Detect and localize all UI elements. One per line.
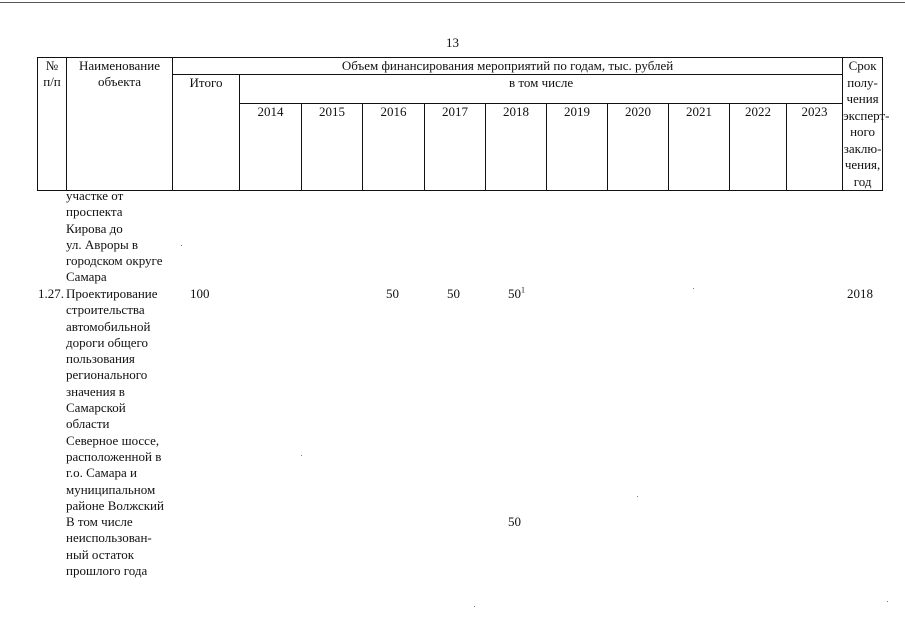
header-year: 2023 (787, 104, 843, 191)
item-2018 (508, 286, 525, 302)
scan-speck (693, 288, 694, 289)
header-num: № п/п (38, 58, 67, 191)
header-year: 2016 (363, 104, 425, 191)
header-volume: Объем финансирования мероприятий по годам, тыс. рублей (173, 58, 843, 75)
sub-text: В том числе неиспользован- ный остаток прошлого года (66, 514, 152, 578)
item-number: 1.27. (38, 286, 64, 301)
item-2018-footnote: 1 (521, 285, 525, 295)
item-2016: 50 (386, 286, 399, 301)
header-year: 2018 (486, 104, 547, 191)
item-total: 100 (190, 286, 210, 301)
header-year: 2020 (608, 104, 669, 191)
financing-header-table (37, 57, 890, 191)
header-total: Итого (173, 75, 240, 191)
item-name: Проектирование строительства автомобильной дороги общего пользования регионального значения в Самарской области Северное шоссе, расположенной в г.о. Самара и муниципальном районе Волжский (66, 286, 164, 513)
scan-speck (637, 496, 638, 497)
sub-2018: 50 (508, 514, 521, 529)
item-term: 2018 (847, 286, 873, 301)
header-year: 2015 (302, 104, 363, 191)
scan-speck (301, 455, 302, 456)
page-number: 13 (446, 35, 459, 50)
header-year: 2019 (547, 104, 608, 191)
header-year: 2014 (240, 104, 302, 191)
top-rule (0, 2, 905, 3)
scan-speck (181, 245, 182, 246)
item-2017: 50 (447, 286, 460, 301)
header-year: 2022 (730, 104, 787, 191)
header-name: Наименование объекта (67, 58, 173, 191)
header-including: в том числе (240, 75, 843, 104)
scan-speck (887, 601, 888, 602)
header-year: 2021 (669, 104, 730, 191)
scan-speck (474, 606, 475, 607)
header-term: Срок полу- чения эксперт- ного заклю- чения, год (843, 58, 890, 189)
item-2018-value: 50 (508, 286, 521, 301)
header-year: 2017 (425, 104, 486, 191)
continuation-text: участке от проспекта Кирова до ул. Авроры в городском округе Самара (66, 188, 163, 285)
